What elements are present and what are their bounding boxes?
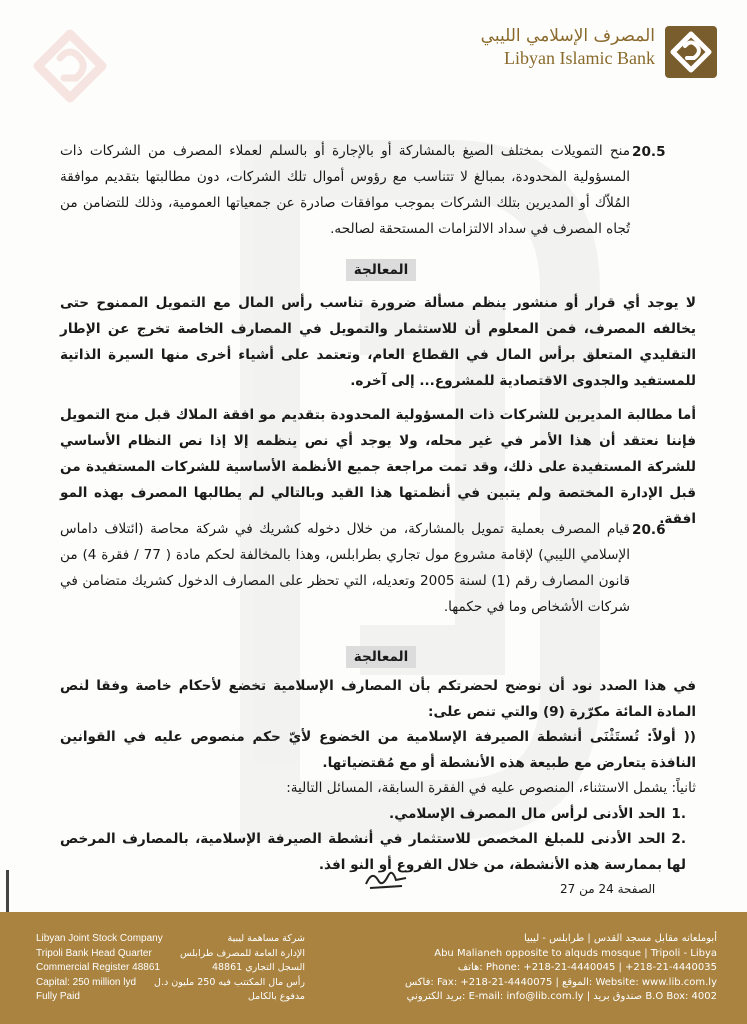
treatment-1-text: لا يوجد أي قرار أو منشور ينظم مسألة ضرورة تناسب رأس المال مع التمويل الممنوح حتى يخالفه المصرف، فمن المعلوم أن للاستثمار والتمويل في المصارف الخاصة تخرج عن الإطار التقليدي المتعلق برأس المال في القطاع العام، وتعتمد على أشياء أخرى منها السيرة الذاتية للمستفيد والجدوى الاقتصادية للمشروع... إلى آخره. أما مطالبة المديرين للشركات ذات المسؤولية المحدودة بتقديم مو افقة الملاك قبل منح التمويل فإننا نعتقد أن هذا الأمر في غير محله، ولا يوجد أي نص ينظمه إلا إذا نص النظام الأساسي للشركة المستفيدة على ذلك، وقد تمت مراجعة جميع الأنظمة الأساسية للشركات المستفيدة من قبل الإدارة المختصة ولم يتبين في أنظمتها هذا القيد وبالتالي لم يطالبها المصرف بهذه المو افقة. xyxy=(60,295,696,527)
list-item: .2الحد الأدنى للمبلغ المخصص للاستثمار في أنشطة الصيرفة الإسلامية، بالمصارف المرخص لها بممارسة هذه الأنشطة، من خلال الفروع أو النو افذ. xyxy=(60,831,686,873)
bank-logo-icon xyxy=(665,26,717,78)
treatment-heading-2: المعالجة xyxy=(346,646,416,668)
section-20-5-text: منح التمويلات بمختلف الصيغ بالمشاركة أو بالإجارة أو بالسلم لعملاء المصرف من الشركات ذات المسؤولية المحدودة، بمبالغ لا تتناسب مع رؤوس أموال تلك الشركات، دون مطالبتها بتقديم موافقة المُلاّك أو المديرين بتلك الشركات بموجب موافقات صادرة عن جمعياتها العمومية، وذلك للتضامن من تُجاه المصرف في سداد الالتزامات المستحقة لصالحه. xyxy=(60,143,630,237)
footer-company-english: Libyan Joint Stock Company Tripoli Bank Head Quarter Commercial Register 48861 Capital: 250 million lyd Fully Paid xyxy=(36,933,163,1002)
footer-contact-info: أبوملعانه مقابل مسجد القدس | طرابلس - ليبيا Abu Malianeh opposite to alquds mosque | Tripoli - Libya Phone: +218-21-4440045 | +218-21-4440035 :هاتف Website: www.lib.com.ly :الموقع | Fax: +218-21-4440075 :فاكس B.O Box: 4002 صندوق بريد | E-mail: info@lib.com.ly :بريد الكتروني xyxy=(405,933,717,1002)
page-number: الصفحة 24 من 27 xyxy=(560,882,656,896)
section-number-20-5: 20.5 xyxy=(632,144,666,160)
brand-name-english: Libyan Islamic Bank xyxy=(504,48,655,68)
signature-mark-icon xyxy=(362,866,410,892)
bank-brand-header xyxy=(457,26,717,78)
brand-name-arabic: المصرف الإسلامي الليبي xyxy=(480,26,655,46)
footer-band xyxy=(0,912,747,1024)
section-number-20-6: 20.6 xyxy=(632,522,666,538)
treatment-2-text: في هذا الصدد نود أن نوضح لحضرتكم بأن المصارف الإسلامية تخضع لأحكام خاصة وفقا لنص المادة المائة مكرّرة (9) والتي تنص على: (( أولاً: تُستَثْنَى أنشطة الصيرفة الإسلامية من الخضوع لأيّ حكم منصوص عليه في القوانين النافذة يتعارض مع طبيعة هذه الأنشطة أو مع مُقتضياتها. ثانياً: يشمل الاستثناء، المنصوص عليه في الفقرة السابقة، المسائل التالية: .1الحد الأدنى لرأس مال المصرف الإسلامي. .2الحد الأدنى للمبلغ المخصص للاستثمار في أنشطة الصيرفة الإسلامية، بالمصارف المرخص لها بممارسة هذه الأنشطة، من خلال الفروع أو النو افذ. xyxy=(60,674,696,878)
treatment-heading-1: المعالجة xyxy=(346,259,416,281)
section-20-6-text: قيام المصرف بعملية تمويل بالمشاركة، من خلال دخوله كشريك في شركة محاصة (ائتلاف داماس الإسلامي الليبي) لإقامة مشروع مول تجاري بطرابلس، وهذا بالمخالفة لحكم مادة ( 77 / فقرة 4) من قانون المصارف رقم (1) لسنة 2005 وتعديله، التي تحظر على المصارف الدخول كشريك متضامن في شركات الأشخاص وما في حكمها. xyxy=(60,521,631,615)
binder-edge xyxy=(6,870,9,918)
footer-company-arabic: شركة مساهمة ليبية الإدارة العامة للمصرف طرابلس السجل التجاري 48861 رأس مال المكتتب فيه 250 مليون د.ل مدفوع بالكامل xyxy=(154,933,305,1002)
faded-logo-icon xyxy=(30,28,110,108)
list-item: .1الحد الأدنى لرأس مال المصرف الإسلامي. xyxy=(389,805,686,822)
